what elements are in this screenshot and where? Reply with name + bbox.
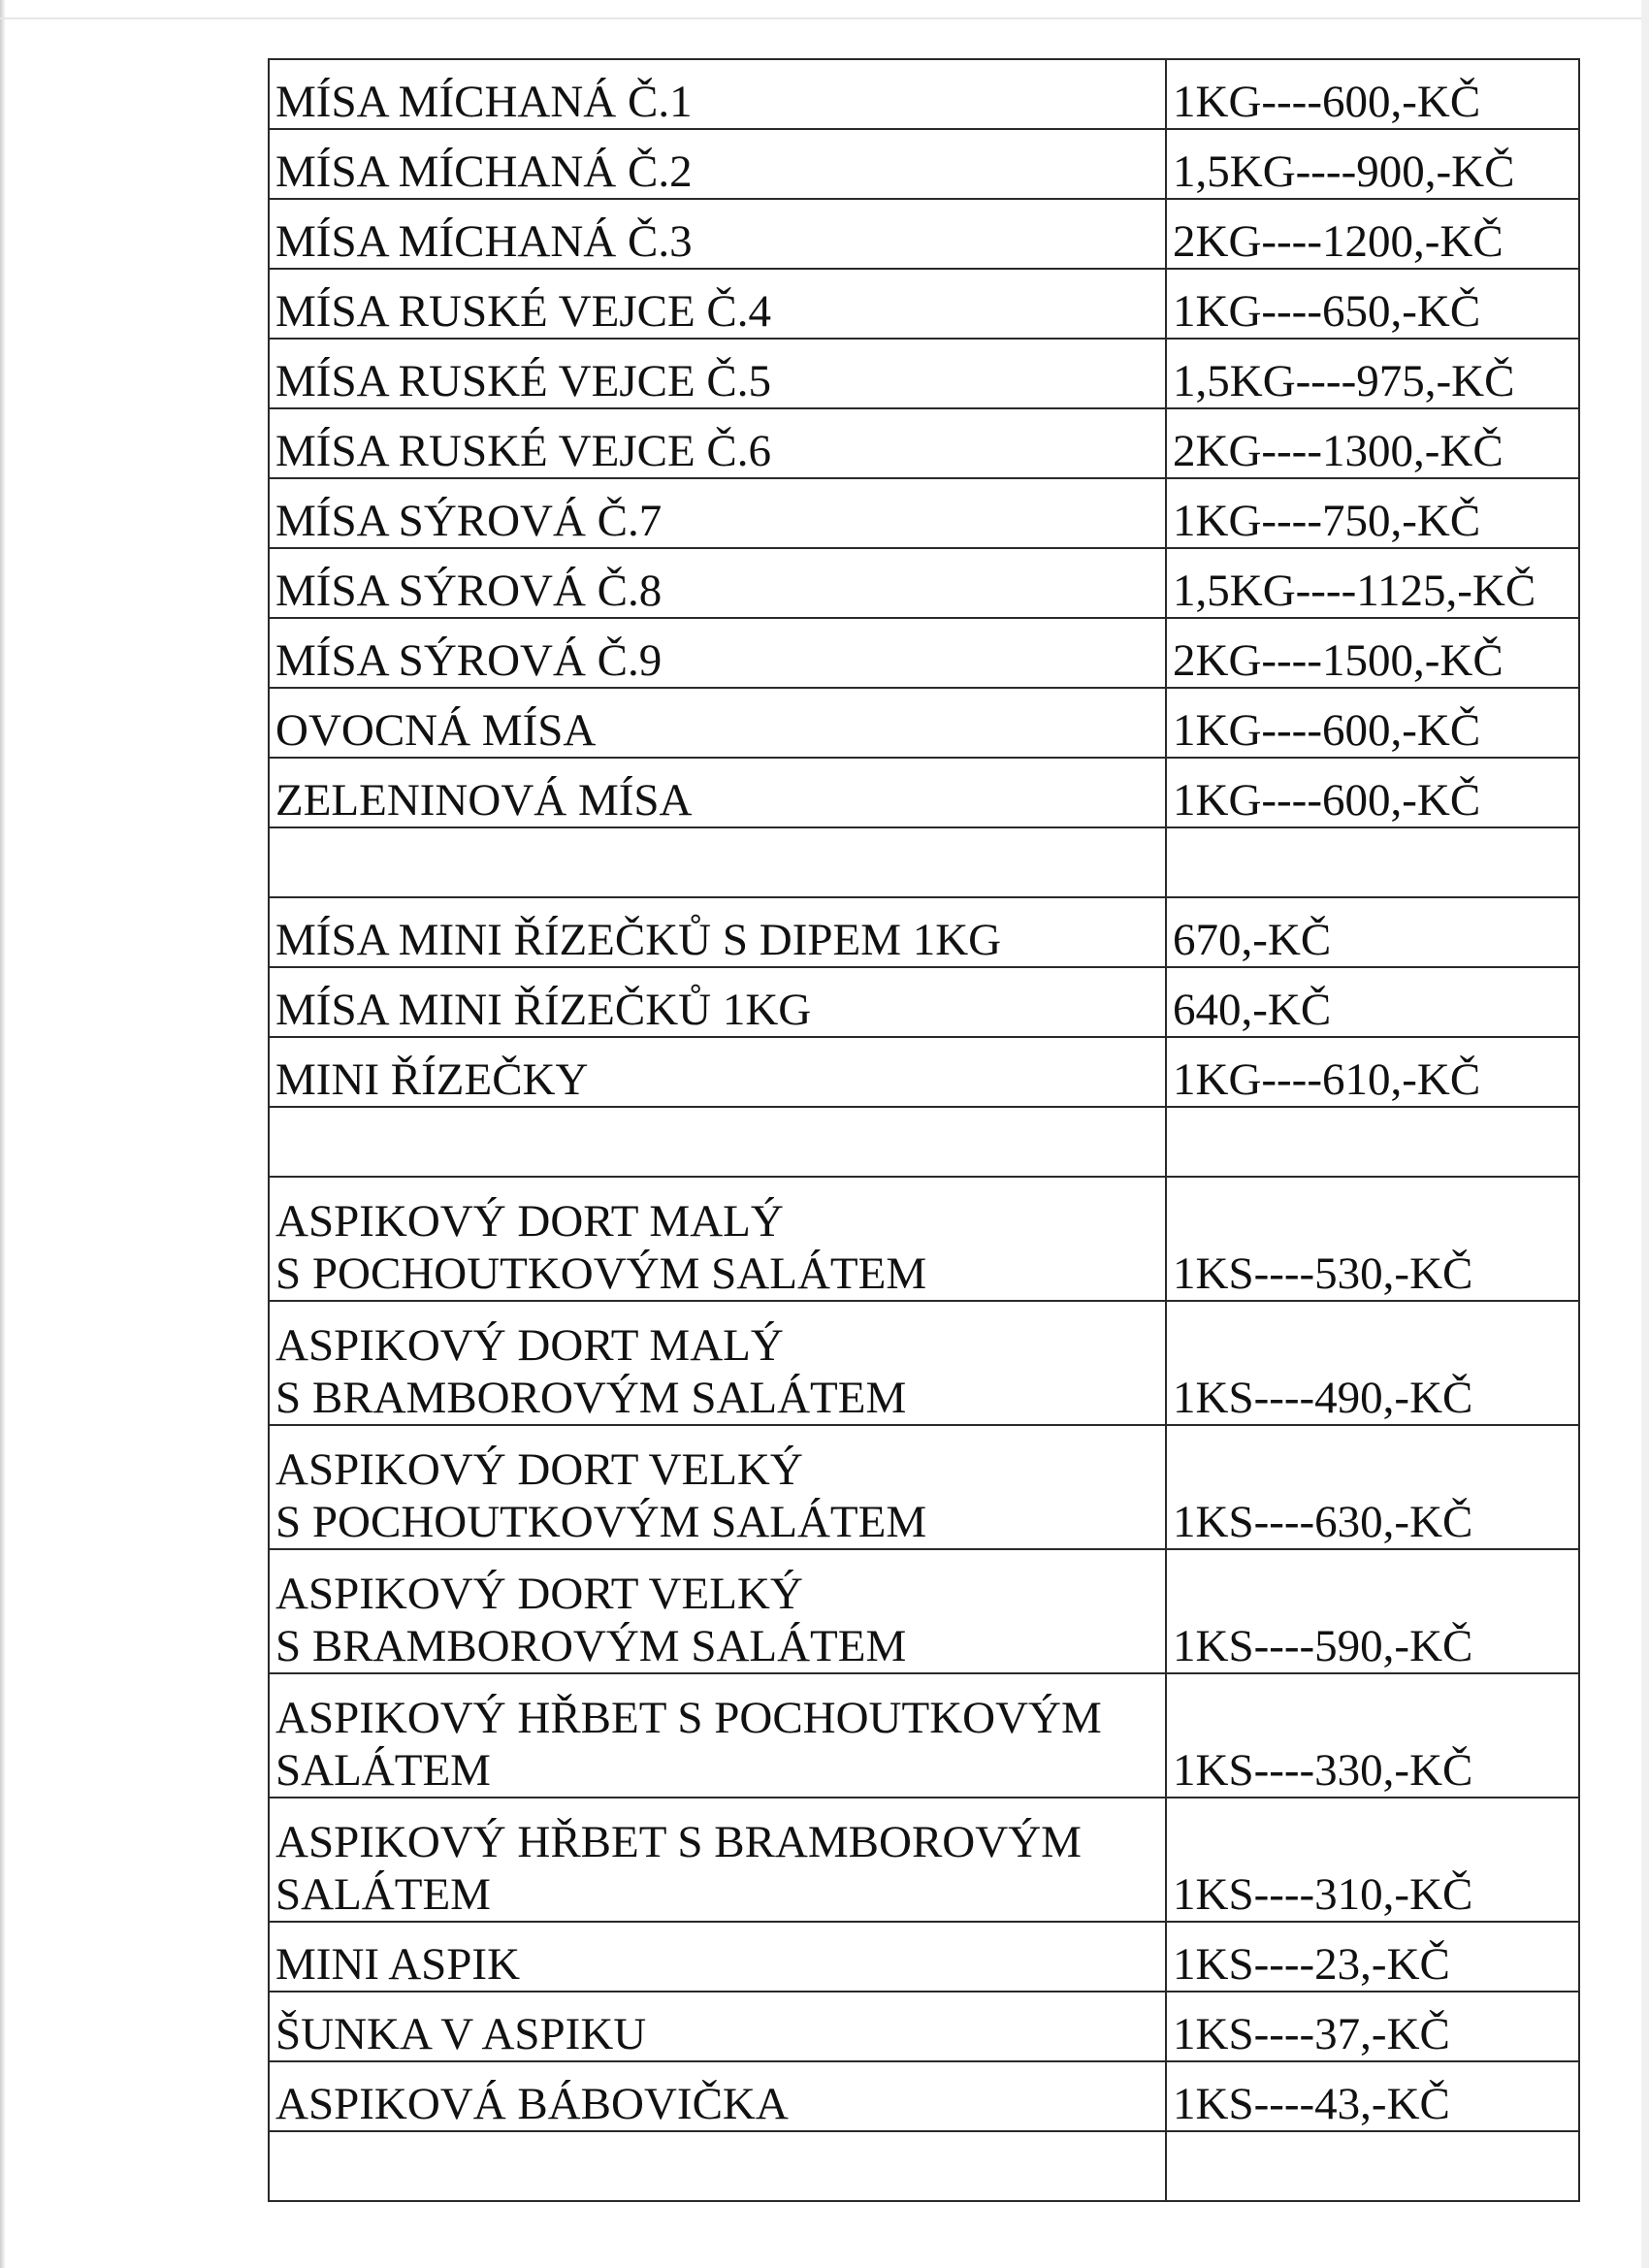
item-name-line: S BRAMBOROVÝM SALÁTEM xyxy=(275,1621,907,1671)
item-price-cell xyxy=(1166,2061,1579,2131)
item-price-cell xyxy=(1166,967,1579,1037)
table-row xyxy=(269,1037,1579,1107)
table-row xyxy=(269,199,1579,269)
scan-edge-right xyxy=(1641,0,1649,2268)
table-row xyxy=(269,967,1579,1037)
table-row xyxy=(269,758,1579,827)
item-name-line: MÍSA MINI ŘÍZEČKŮ S DIPEM 1KG xyxy=(275,915,1002,965)
item-name-line: ASPIKOVÝ HŘBET S BRAMBOROVÝM xyxy=(275,1817,1082,1867)
item-name-cell xyxy=(269,1549,1166,1673)
item-name-line: MÍSA MINI ŘÍZEČKŮ 1KG xyxy=(275,985,812,1035)
item-name-line: S BRAMBOROVÝM SALÁTEM xyxy=(275,1373,907,1423)
blank-row xyxy=(269,2131,1579,2201)
item-price-cell xyxy=(1166,1673,1579,1798)
item-name-cell xyxy=(269,1301,1166,1425)
table-row xyxy=(269,1673,1579,1798)
item-price-cell xyxy=(1166,1992,1579,2061)
item-name-line: MÍSA SÝROVÁ Č.9 xyxy=(275,635,663,686)
item-price: 1,5KG----1125,-KČ xyxy=(1173,566,1536,616)
item-name-line: OVOCNÁ MÍSA xyxy=(275,705,597,756)
item-price-cell xyxy=(1166,1549,1579,1673)
item-name-line: MÍSA MÍCHANÁ Č.3 xyxy=(275,216,693,267)
item-price: 1KG----650,-KČ xyxy=(1173,286,1481,337)
item-name-line: ASPIKOVÝ HŘBET S POCHOUTKOVÝM xyxy=(275,1693,1102,1743)
table-row xyxy=(269,129,1579,199)
item-name-line: ASPIKOVÝ DORT MALÝ xyxy=(275,1196,784,1247)
item-name-cell xyxy=(269,1177,1166,1301)
item-name-line: MÍSA MÍCHANÁ Č.1 xyxy=(275,77,693,127)
item-name-cell xyxy=(269,1425,1166,1549)
table-row xyxy=(269,408,1579,478)
item-name-cell xyxy=(269,129,1166,199)
table-row xyxy=(269,1301,1579,1425)
item-price-cell xyxy=(1166,1037,1579,1107)
item-name-line: ASPIKOVÝ DORT VELKÝ xyxy=(275,1444,803,1495)
item-name-line: ASPIKOVÝ DORT MALÝ xyxy=(275,1320,784,1371)
item-price-cell xyxy=(1166,1107,1579,1177)
item-name-cell xyxy=(269,1107,1166,1177)
item-price-cell xyxy=(1166,478,1579,548)
item-price-cell xyxy=(1166,269,1579,339)
price-list-body xyxy=(269,59,1579,2201)
table-row xyxy=(269,478,1579,548)
item-price: 1KG----600,-KČ xyxy=(1173,77,1481,127)
item-price: 1KS----310,-KČ xyxy=(1173,1869,1473,1920)
item-price: 1KS----37,-KČ xyxy=(1173,2009,1450,2059)
item-price-cell xyxy=(1166,1798,1579,1922)
item-name-cell xyxy=(269,758,1166,827)
table-row xyxy=(269,1177,1579,1301)
item-price-cell xyxy=(1166,618,1579,688)
item-name-line: S POCHOUTKOVÝM SALÁTEM xyxy=(275,1248,927,1299)
item-name-line: MÍSA SÝROVÁ Č.8 xyxy=(275,566,663,616)
item-price-cell xyxy=(1166,408,1579,478)
item-price: 2KG----1200,-KČ xyxy=(1173,216,1504,267)
item-name-line: ASPIKOVÝ DORT VELKÝ xyxy=(275,1569,803,1619)
item-price-cell xyxy=(1166,688,1579,758)
item-name-cell xyxy=(269,1037,1166,1107)
item-price: 1KG----600,-KČ xyxy=(1173,775,1481,826)
item-price-cell xyxy=(1166,1425,1579,1549)
item-name-cell xyxy=(269,2131,1166,2201)
item-name-line: MINI ASPIK xyxy=(275,1939,521,1990)
item-price-cell xyxy=(1166,827,1579,897)
item-price: 1KS----630,-KČ xyxy=(1173,1497,1473,1547)
item-name-line: MINI ŘÍZEČKY xyxy=(275,1054,589,1105)
item-name-cell xyxy=(269,1922,1166,1992)
table-row xyxy=(269,618,1579,688)
item-price-cell xyxy=(1166,59,1579,129)
item-name-line: MÍSA SÝROVÁ Č.7 xyxy=(275,496,663,546)
item-name-cell xyxy=(269,59,1166,129)
item-name-cell xyxy=(269,827,1166,897)
table-row xyxy=(269,59,1579,129)
item-price: 1KS----23,-KČ xyxy=(1173,1939,1450,1990)
item-price-cell xyxy=(1166,758,1579,827)
table-row xyxy=(269,548,1579,618)
item-price-cell xyxy=(1166,548,1579,618)
item-price-cell xyxy=(1166,1922,1579,1992)
table-row xyxy=(269,688,1579,758)
item-price-cell xyxy=(1166,129,1579,199)
item-price-cell xyxy=(1166,1177,1579,1301)
table-row xyxy=(269,1922,1579,1992)
item-price: 1,5KG----900,-KČ xyxy=(1173,146,1515,197)
table-row xyxy=(269,1549,1579,1673)
item-name-line: SALÁTEM xyxy=(275,1869,491,1920)
item-price: 1KS----530,-KČ xyxy=(1173,1248,1473,1299)
item-name-cell xyxy=(269,688,1166,758)
item-name-cell xyxy=(269,618,1166,688)
table-row xyxy=(269,897,1579,967)
item-price: 2KG----1500,-KČ xyxy=(1173,635,1504,686)
price-list-table xyxy=(268,58,1580,2202)
item-price-cell xyxy=(1166,339,1579,408)
item-price-cell xyxy=(1166,2131,1579,2201)
table-row xyxy=(269,269,1579,339)
item-price: 1KS----590,-KČ xyxy=(1173,1621,1473,1671)
item-name-cell xyxy=(269,199,1166,269)
table-row xyxy=(269,2061,1579,2131)
item-price: 1KS----490,-KČ xyxy=(1173,1373,1473,1423)
item-name-cell xyxy=(269,967,1166,1037)
item-price-cell xyxy=(1166,199,1579,269)
item-price: 1KS----330,-KČ xyxy=(1173,1745,1473,1796)
item-name-cell xyxy=(269,1673,1166,1798)
item-name-line: MÍSA RUSKÉ VEJCE Č.6 xyxy=(275,426,772,476)
item-price: 670,-KČ xyxy=(1173,915,1332,965)
item-price: 1KG----600,-KČ xyxy=(1173,705,1481,756)
item-price-cell xyxy=(1166,1301,1579,1425)
item-name-line: MÍSA RUSKÉ VEJCE Č.4 xyxy=(275,286,772,337)
item-name-cell xyxy=(269,269,1166,339)
item-name-cell xyxy=(269,1992,1166,2061)
item-name-line: ŠUNKA V ASPIKU xyxy=(275,2009,647,2059)
item-price: 1,5KG----975,-KČ xyxy=(1173,356,1515,406)
item-name-line: ZELENINOVÁ MÍSA xyxy=(275,775,693,826)
scan-edge-left xyxy=(0,0,5,2268)
item-name-cell xyxy=(269,2061,1166,2131)
item-price: 1KG----610,-KČ xyxy=(1173,1054,1481,1105)
blank-row xyxy=(269,1107,1579,1177)
item-name-line: SALÁTEM xyxy=(275,1745,491,1796)
item-name-cell xyxy=(269,339,1166,408)
blank-row xyxy=(269,827,1579,897)
item-name-cell xyxy=(269,478,1166,548)
table-row xyxy=(269,1798,1579,1922)
item-name-line: S POCHOUTKOVÝM SALÁTEM xyxy=(275,1497,927,1547)
item-name-line: ASPIKOVÁ BÁBOVIČKA xyxy=(275,2079,789,2129)
item-price: 1KS----43,-KČ xyxy=(1173,2079,1450,2129)
item-name-cell xyxy=(269,897,1166,967)
item-name-cell xyxy=(269,1798,1166,1922)
item-price: 640,-KČ xyxy=(1173,985,1332,1035)
item-name-cell xyxy=(269,408,1166,478)
item-price: 2KG----1300,-KČ xyxy=(1173,426,1504,476)
table-row xyxy=(269,339,1579,408)
item-name-line: MÍSA MÍCHANÁ Č.2 xyxy=(275,146,693,197)
scan-line-top xyxy=(0,17,1649,19)
table-row xyxy=(269,1992,1579,2061)
table-row xyxy=(269,1425,1579,1549)
item-price: 1KG----750,-KČ xyxy=(1173,496,1481,546)
item-name-cell xyxy=(269,548,1166,618)
item-name-line: MÍSA RUSKÉ VEJCE Č.5 xyxy=(275,356,772,406)
item-price-cell xyxy=(1166,897,1579,967)
